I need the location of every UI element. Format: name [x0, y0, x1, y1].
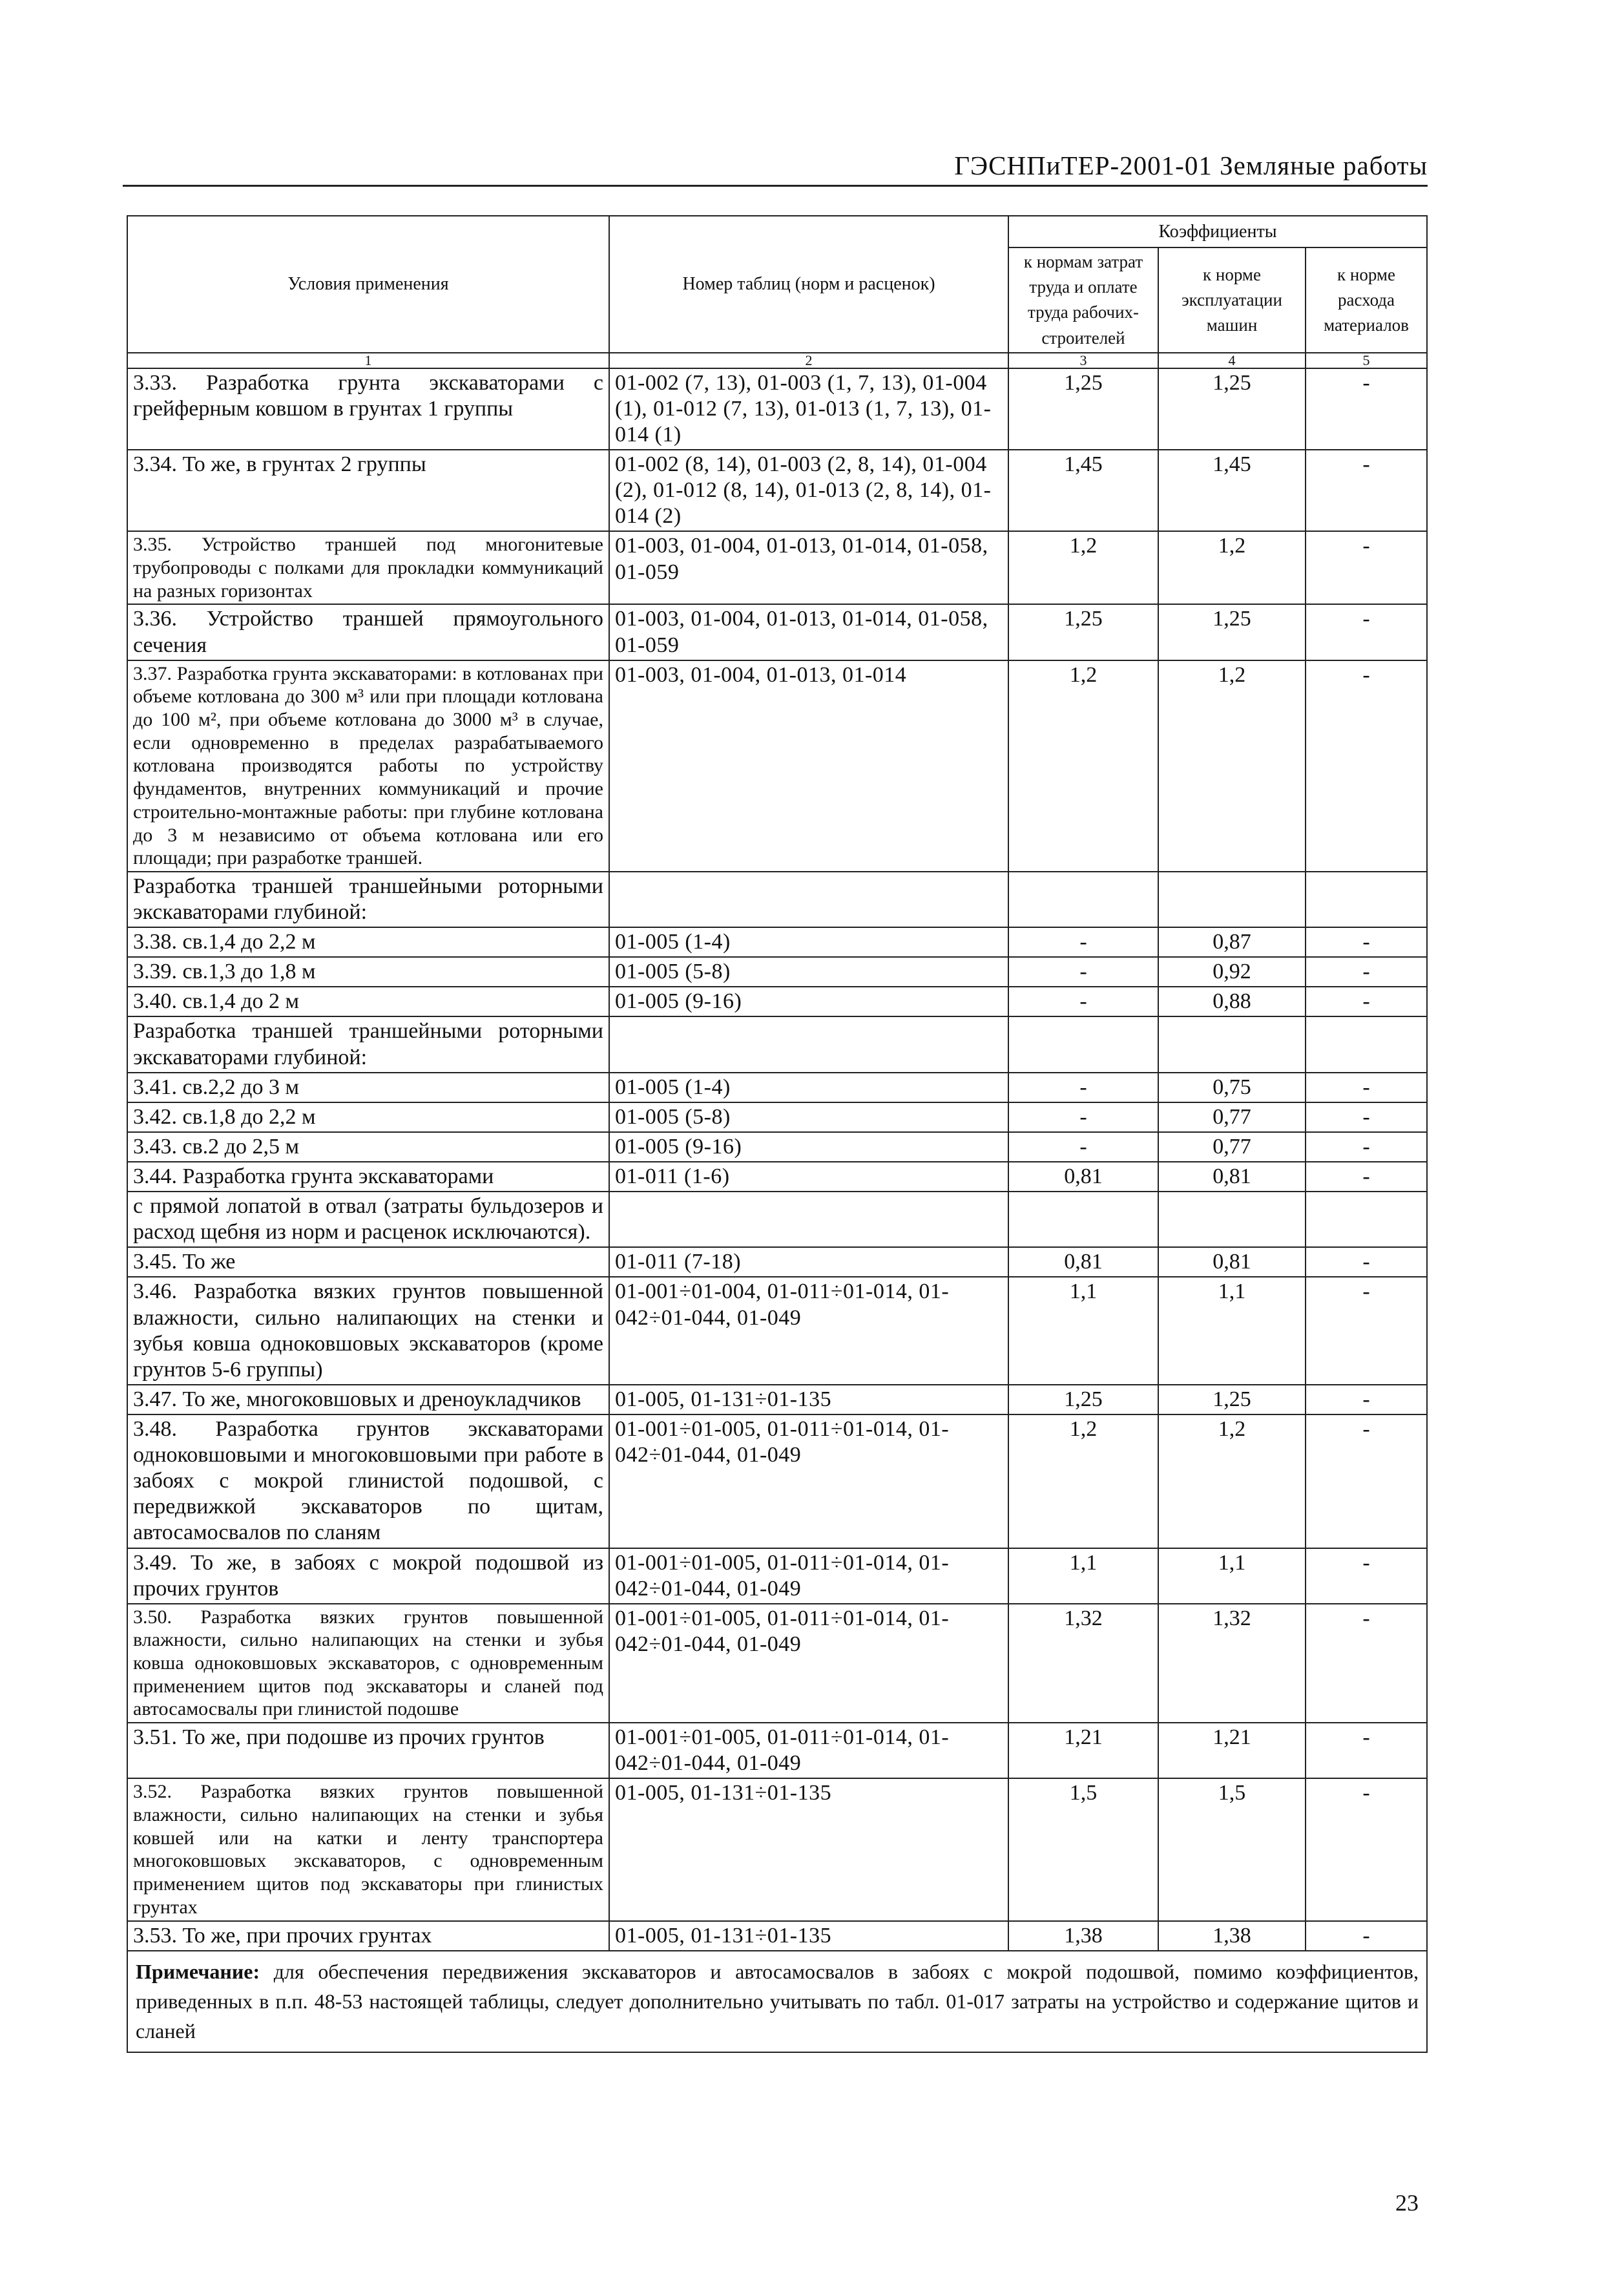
labor-coef-cell: 0,81 [1008, 1162, 1158, 1192]
machine-coef-cell: 1,25 [1158, 368, 1306, 450]
labor-coef-cell: 0,81 [1008, 1247, 1158, 1277]
labor-coef-cell: 1,2 [1008, 660, 1158, 872]
condition-cell: 3.53. То же, при прочих грунтах [127, 1921, 609, 1951]
material-coef-cell: - [1306, 1921, 1427, 1951]
table-row [127, 1016, 1427, 1072]
col4-header: к норме эксплуатации машин [1158, 247, 1306, 353]
labor-coef-cell: - [1008, 1132, 1158, 1162]
labor-coef-cell: 1,25 [1008, 368, 1158, 450]
machine-coef-cell [1158, 872, 1306, 927]
machine-coef-cell: 1,1 [1158, 1277, 1306, 1384]
running-header: ГЭСНПиТЕР-2001-01 Земляные работы [954, 151, 1428, 180]
machine-coef-cell: 1,21 [1158, 1723, 1306, 1778]
material-coef-cell: - [1306, 450, 1427, 531]
material-coef-cell: - [1306, 368, 1427, 450]
labor-coef-cell: 1,25 [1008, 1385, 1158, 1414]
condition-cell: 3.47. То же, многоковшовых и дреноукладчиков [127, 1385, 609, 1414]
labor-coef-cell: - [1008, 1073, 1158, 1102]
table-numbers-cell [609, 1016, 1008, 1072]
machine-coef-cell: 0,87 [1158, 927, 1306, 957]
table-numbers-cell: 01-001÷01-005, 01-011÷01-014, 01-042÷01-044, 01-049 [609, 1723, 1008, 1778]
table-numbers-cell: 01-005 (5-8) [609, 1102, 1008, 1132]
table-row [127, 987, 1427, 1016]
table-row [127, 1162, 1427, 1192]
condition-cell: 3.42. св.1,8 до 2,2 м [127, 1102, 609, 1132]
table-row [127, 1604, 1427, 1723]
labor-coef-cell: 1,5 [1008, 1778, 1158, 1920]
machine-coef-cell: 0,81 [1158, 1162, 1306, 1192]
table-numbers-cell: 01-003, 01-004, 01-013, 01-014, 01-058, 01-059 [609, 531, 1008, 604]
table-header-row [127, 216, 1427, 247]
table-numbers-cell: 01-005, 01-131÷01-135 [609, 1778, 1008, 1920]
table-numbers-cell [609, 1192, 1008, 1247]
condition-cell: 3.36. Устройство траншей прямоугольного сечения [127, 604, 609, 660]
table-numbers-cell: 01-005 (1-4) [609, 927, 1008, 957]
machine-coef-cell: 1,32 [1158, 1604, 1306, 1723]
material-coef-cell: - [1306, 1723, 1427, 1778]
material-coef-cell: - [1306, 1247, 1427, 1277]
labor-coef-cell: 1,2 [1008, 1414, 1158, 1548]
condition-cell: 3.35. Устройство траншей под многонитевые трубопроводы с полками для прокладки коммуникаций на разных горизонтах [127, 531, 609, 604]
machine-coef-cell: 1,45 [1158, 450, 1306, 531]
condition-cell: 3.34. То же, в грунтах 2 группы [127, 450, 609, 531]
table-numbers-cell: 01-002 (8, 14), 01-003 (2, 8, 14), 01-004 (2), 01-012 (8, 14), 01-013 (2, 8, 14), 01-014 (2) [609, 450, 1008, 531]
table-row [127, 368, 1427, 450]
col2-header: Номер таблиц (норм и расценок) [609, 216, 1008, 353]
table-row [127, 957, 1427, 987]
condition-cell: 3.45. То же [127, 1247, 609, 1277]
labor-coef-cell: - [1008, 927, 1158, 957]
condition-cell: 3.43. св.2 до 2,5 м [127, 1132, 609, 1162]
material-coef-cell [1306, 1016, 1427, 1072]
material-coef-cell: - [1306, 1277, 1427, 1384]
material-coef-cell: - [1306, 1778, 1427, 1920]
material-coef-cell: - [1306, 531, 1427, 604]
material-coef-cell: - [1306, 1073, 1427, 1102]
machine-coef-cell: 1,2 [1158, 1414, 1306, 1548]
table-numbers-cell: 01-011 (7-18) [609, 1247, 1008, 1277]
condition-cell: 3.39. св.1,3 до 1,8 м [127, 957, 609, 987]
material-coef-cell [1306, 872, 1427, 927]
material-coef-cell: - [1306, 1162, 1427, 1192]
table-row [127, 450, 1427, 531]
material-coef-cell: - [1306, 1102, 1427, 1132]
machine-coef-cell: 1,5 [1158, 1778, 1306, 1920]
labor-coef-cell: 1,21 [1008, 1723, 1158, 1778]
note-cell [127, 1951, 1427, 2052]
condition-cell: 3.49. То же, в забоях с мокрой подошвой из прочих грунтов [127, 1548, 609, 1604]
machine-coef-cell: 0,77 [1158, 1102, 1306, 1132]
table-row [127, 1921, 1427, 1951]
material-coef-cell: - [1306, 604, 1427, 660]
col-number: 4 [1158, 353, 1306, 368]
condition-cell: 3.44. Разработка грунта экскаваторами [127, 1162, 609, 1192]
condition-cell: 3.50. Разработка вязких грунтов повышенной влажности, сильно налипающих на стенки и зубья ковша одноковшовых экскаваторов, с одновременным применением щитов под экскаваторы и сланей под автосамосвалы при глинистой подошве [127, 1604, 609, 1723]
labor-coef-cell: 1,45 [1008, 450, 1158, 531]
material-coef-cell: - [1306, 987, 1427, 1016]
table-row [127, 872, 1427, 927]
material-coef-cell: - [1306, 957, 1427, 987]
table-numbers-cell: 01-005 (5-8) [609, 957, 1008, 987]
table-row [127, 1247, 1427, 1277]
material-coef-cell [1306, 1192, 1427, 1247]
condition-cell: 3.33. Разработка грунта экскаваторами с грейферным ковшом в грунтах 1 группы [127, 368, 609, 450]
machine-coef-cell [1158, 1192, 1306, 1247]
table-numbers-cell: 01-005 (9-16) [609, 1132, 1008, 1162]
table-row [127, 1073, 1427, 1102]
column-number-row [127, 353, 1427, 368]
condition-cell: 3.48. Разработка грунтов экскаваторами одноковшовыми и многоковшовыми при работе в забоях с мокрой глинистой подошвой, с передвижкой экскаваторов по щитам, автосамосвалов по сланям [127, 1414, 609, 1548]
material-coef-cell: - [1306, 660, 1427, 872]
labor-coef-cell: 1,2 [1008, 531, 1158, 604]
machine-coef-cell: 1,2 [1158, 531, 1306, 604]
material-coef-cell: - [1306, 1548, 1427, 1604]
note-label: Примечание: [136, 1959, 260, 1983]
condition-cell: 3.38. св.1,4 до 2,2 м [127, 927, 609, 957]
machine-coef-cell: 0,75 [1158, 1073, 1306, 1102]
coefficients-table [127, 215, 1428, 2053]
note-text: для обеспечения передвижения экскаваторов и автосамосвалов в забоях с мокрой подошвой, помимо коэффициентов, приведенных в п.п. 48-53 настоящей таблицы, следует дополнительно учитывать по табл. 01-017 затраты на устройство и содержание щитов и сланей [136, 1959, 1419, 2043]
page-number: 23 [1395, 2190, 1419, 2216]
col-number: 3 [1008, 353, 1158, 368]
machine-coef-cell: 0,81 [1158, 1247, 1306, 1277]
machine-coef-cell: 1,1 [1158, 1548, 1306, 1604]
col-number: 1 [127, 353, 609, 368]
table-row [127, 1723, 1427, 1778]
machine-coef-cell [1158, 1016, 1306, 1072]
machine-coef-cell: 1,25 [1158, 604, 1306, 660]
col3-header: к нормам затрат труда и оплате труда рабочих-строителей [1008, 247, 1158, 353]
table-row [127, 531, 1427, 604]
labor-coef-cell: - [1008, 1102, 1158, 1132]
coef-group-header: Коэффициенты [1008, 216, 1427, 247]
table-numbers-cell: 01-005, 01-131÷01-135 [609, 1921, 1008, 1951]
labor-coef-cell: - [1008, 957, 1158, 987]
material-coef-cell: - [1306, 1414, 1427, 1548]
machine-coef-cell: 0,88 [1158, 987, 1306, 1016]
table-row [127, 1414, 1427, 1548]
table-numbers-cell: 01-005 (9-16) [609, 987, 1008, 1016]
col-number: 2 [609, 353, 1008, 368]
condition-cell: с прямой лопатой в отвал (затраты бульдозеров и расход щебня из норм и расценок исключаются). [127, 1192, 609, 1247]
col5-header: к норме расхода материалов [1306, 247, 1427, 353]
machine-coef-cell: 0,92 [1158, 957, 1306, 987]
condition-cell: Разработка траншей траншейными роторными экскаваторами глубиной: [127, 1016, 609, 1072]
table-numbers-cell: 01-011 (1-6) [609, 1162, 1008, 1192]
table-numbers-cell: 01-001÷01-005, 01-011÷01-014, 01-042÷01-044, 01-049 [609, 1414, 1008, 1548]
labor-coef-cell: 1,1 [1008, 1548, 1158, 1604]
table-row [127, 1548, 1427, 1604]
table-row [127, 1277, 1427, 1384]
header-rule [123, 185, 1428, 187]
condition-cell: 3.52. Разработка вязких грунтов повышенной влажности, сильно налипающих на стенки и зубья ковшей или на катки и ленту транспортера многоковшовых экскаваторов, с одновременным применением щитов под экскаваторы при глинистых грунтах [127, 1778, 609, 1920]
labor-coef-cell: 1,38 [1008, 1921, 1158, 1951]
labor-coef-cell [1008, 872, 1158, 927]
material-coef-cell: - [1306, 927, 1427, 957]
table-numbers-cell: 01-001÷01-005, 01-011÷01-014, 01-042÷01-044, 01-049 [609, 1548, 1008, 1604]
table-row [127, 1385, 1427, 1414]
condition-cell: 3.41. св.2,2 до 3 м [127, 1073, 609, 1102]
condition-cell: 3.46. Разработка вязких грунтов повышенной влажности, сильно налипающих на стенки и зубья ковша одноковшовых экскаваторов (кроме грунтов 5-6 группы) [127, 1277, 609, 1384]
col-number: 5 [1306, 353, 1427, 368]
table-numbers-cell: 01-005, 01-131÷01-135 [609, 1385, 1008, 1414]
material-coef-cell: - [1306, 1132, 1427, 1162]
labor-coef-cell: 1,1 [1008, 1277, 1158, 1384]
table-numbers-cell: 01-001÷01-004, 01-011÷01-014, 01-042÷01-044, 01-049 [609, 1277, 1008, 1384]
labor-coef-cell: 1,25 [1008, 604, 1158, 660]
labor-coef-cell [1008, 1192, 1158, 1247]
machine-coef-cell: 1,38 [1158, 1921, 1306, 1951]
table-numbers-cell: 01-002 (7, 13), 01-003 (1, 7, 13), 01-004 (1), 01-012 (7, 13), 01-013 (1, 7, 13), 01-014 (1) [609, 368, 1008, 450]
table-numbers-cell: 01-001÷01-005, 01-011÷01-014, 01-042÷01-044, 01-049 [609, 1604, 1008, 1723]
table-numbers-cell: 01-003, 01-004, 01-013, 01-014 [609, 660, 1008, 872]
labor-coef-cell: - [1008, 987, 1158, 1016]
condition-cell: Разработка траншей траншейными роторными экскаваторами глубиной: [127, 872, 609, 927]
table-numbers-cell: 01-003, 01-004, 01-013, 01-014, 01-058, 01-059 [609, 604, 1008, 660]
machine-coef-cell: 1,25 [1158, 1385, 1306, 1414]
table-row [127, 1132, 1427, 1162]
labor-coef-cell [1008, 1016, 1158, 1072]
labor-coef-cell: 1,32 [1008, 1604, 1158, 1723]
table-row [127, 1192, 1427, 1247]
table-row [127, 604, 1427, 660]
note-row [127, 1951, 1427, 2052]
machine-coef-cell: 1,2 [1158, 660, 1306, 872]
material-coef-cell: - [1306, 1604, 1427, 1723]
material-coef-cell: - [1306, 1385, 1427, 1414]
table-row [127, 927, 1427, 957]
table-numbers-cell: 01-005 (1-4) [609, 1073, 1008, 1102]
table-row [127, 660, 1427, 872]
table-numbers-cell [609, 872, 1008, 927]
table-row [127, 1778, 1427, 1920]
condition-cell: 3.51. То же, при подошве из прочих грунтов [127, 1723, 609, 1778]
condition-cell: 3.40. св.1,4 до 2 м [127, 987, 609, 1016]
col1-header: Условия применения [127, 216, 609, 353]
machine-coef-cell: 0,77 [1158, 1132, 1306, 1162]
table-row [127, 1102, 1427, 1132]
condition-cell: 3.37. Разработка грунта экскаваторами: в котлованах при объеме котлована до 300 м³ или при площади котлована до 100 м², при объеме котлована до 3000 м³ в случае, если одновременно в пределах разрабатываемого котлована производятся работы по устройству фундаментов, внутренних коммуникаций и прочие строительно-монтажные работы: при глубине котлована до 3 м независимо от объема котлована или его площади; при разработке траншей. [127, 660, 609, 872]
